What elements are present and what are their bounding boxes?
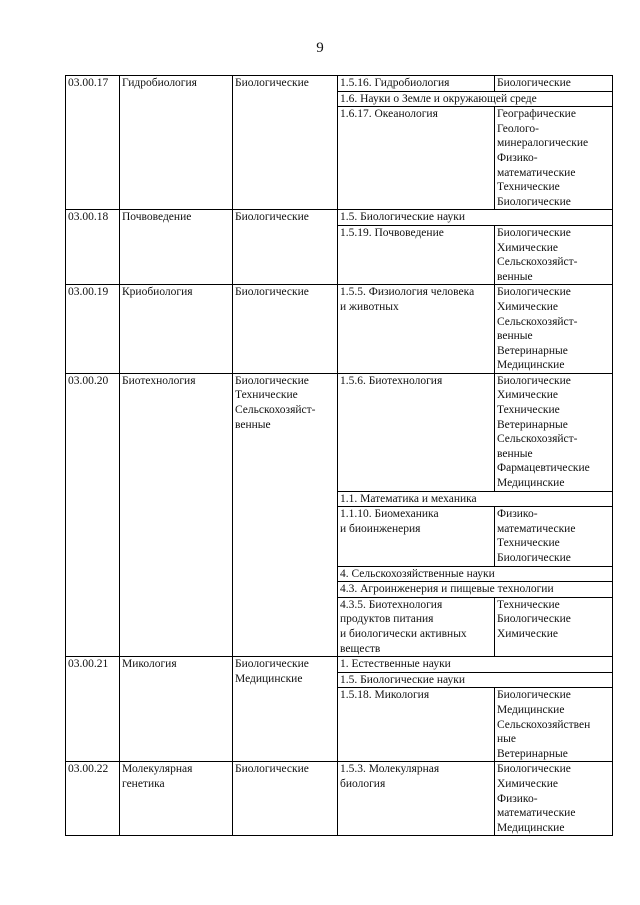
section-header-cell: 1. Естественные науки: [338, 657, 613, 673]
new-science-branches-cell-line: Физико-: [497, 792, 538, 805]
new-specialty-cell-line: продуктов питания: [340, 613, 434, 626]
new-specialty-cell-line: веществ: [340, 642, 381, 655]
table-row: [66, 210, 613, 226]
new-science-branches-cell-line: математические: [497, 166, 576, 179]
section-header-cell: 1.5. Биологические науки: [338, 672, 613, 688]
section-header-cell: 1.6. Науки о Земле и окружающей среде: [338, 91, 613, 107]
new-specialty-cell-line: 1.5.5. Физиология человека: [340, 286, 475, 299]
new-science-branches-cell-line: Химические: [497, 627, 559, 640]
new-science-branches-cell-line: Сельскохозяйст-: [497, 256, 578, 269]
old-specialty-name-cell: Почвоведение: [120, 210, 233, 285]
new-science-branches-cell-line: Биологические: [497, 374, 571, 387]
new-science-branches-cell-line: Географические: [497, 108, 576, 121]
new-science-branches-cell-line: минералогические: [497, 137, 589, 150]
new-science-branches-cell-line: Фармацевтические: [497, 462, 590, 475]
new-specialty-cell: [338, 762, 495, 836]
old-science-branches-cell-line: Биологические: [235, 658, 309, 671]
new-science-branches-cell-line: Медицинские: [497, 359, 565, 372]
section-header-cell: 4.3. Агроинженерия и пищевые технологии: [338, 582, 613, 598]
new-science-branches-cell-line: Химические: [497, 241, 559, 254]
old-science-branches-cell-line: Биологические: [235, 77, 309, 89]
new-specialty-cell-line: 1.5.16. Гидробиология: [340, 77, 450, 89]
new-science-branches-cell-line: Сельскохозяйствен: [497, 718, 591, 731]
old-science-branches-cell-line: Сельскохозяйст-: [235, 404, 316, 417]
new-science-branches-cell: [495, 597, 613, 656]
new-science-branches-cell-line: Медицинские: [497, 703, 565, 716]
new-science-branches-cell-line: Биологические: [497, 286, 571, 299]
new-science-branches-cell-line: Биологические: [497, 552, 571, 564]
old-science-branches-cell: [233, 76, 338, 210]
new-science-branches-cell-line: Биологические: [497, 226, 571, 239]
new-science-branches-cell: [495, 76, 613, 92]
old-science-branches-cell-line: венные: [235, 418, 271, 431]
table-row: [66, 76, 613, 92]
specialties-table-body: [66, 76, 613, 836]
new-specialty-cell: [338, 76, 495, 92]
new-science-branches-cell-line: Физико-: [497, 508, 538, 521]
new-specialty-cell-line: и биологически активных: [340, 627, 467, 640]
new-science-branches-cell: [495, 688, 613, 762]
old-code-cell: 03.00.20: [66, 373, 120, 656]
old-science-branches-cell: [233, 762, 338, 836]
old-specialty-name-cell: Биотехнология: [120, 373, 233, 656]
old-science-branches-cell-line: Биологические: [235, 374, 309, 387]
new-science-branches-cell-line: математические: [497, 807, 576, 820]
new-science-branches-cell-line: венные: [497, 330, 533, 343]
section-header-cell: 4. Сельскохозяйственные науки: [338, 566, 613, 582]
new-science-branches-cell-line: Химические: [497, 389, 559, 402]
new-science-branches-cell: [495, 285, 613, 374]
new-science-branches-cell-line: Химические: [497, 300, 559, 313]
new-science-branches-cell-line: Технические: [497, 404, 560, 417]
new-science-branches-cell: [495, 107, 613, 210]
new-science-branches-cell-line: венные: [497, 270, 533, 283]
new-specialty-cell-line: биология: [340, 777, 386, 790]
old-code-cell: 03.00.22: [66, 762, 120, 836]
new-science-branches-cell-line: Технические: [497, 181, 560, 194]
new-science-branches-cell-line: Медицинские: [497, 821, 565, 834]
new-science-branches-cell: [495, 507, 613, 566]
section-header-cell: 1.5. Биологические науки: [338, 210, 613, 226]
old-code-cell: 03.00.21: [66, 657, 120, 762]
old-science-branches-cell-line: Биологические: [235, 763, 309, 776]
new-specialty-cell: [338, 285, 495, 374]
table-row: [66, 285, 613, 374]
table-row: [66, 657, 613, 673]
specialties-table: [65, 75, 613, 836]
old-science-branches-cell-line: Биологические: [235, 286, 309, 299]
new-science-branches-cell-line: Биологические: [497, 689, 571, 702]
new-specialty-cell: [338, 107, 495, 210]
new-specialty-cell-line: и биоинженерия: [340, 522, 421, 535]
new-science-branches-cell-line: ные: [497, 733, 516, 746]
old-science-branches-cell: [233, 657, 338, 762]
new-science-branches-cell-line: Ветеринарные: [497, 344, 568, 357]
new-science-branches-cell-line: Биологические: [497, 195, 571, 208]
old-code-cell: 03.00.19: [66, 285, 120, 374]
new-specialty-cell: [338, 225, 495, 284]
new-science-branches-cell-line: Технические: [497, 598, 560, 611]
old-science-branches-cell: [233, 210, 338, 285]
table-row: [66, 762, 613, 836]
new-science-branches-cell-line: Ветеринарные: [497, 747, 568, 760]
new-science-branches-cell-line: Сельскохозяйст-: [497, 315, 578, 328]
new-science-branches-cell-line: Биологические: [497, 613, 571, 626]
new-specialty-cell-line: 1.5.6. Биотехнология: [340, 374, 443, 387]
new-science-branches-cell-line: венные: [497, 447, 533, 460]
new-science-branches-cell-line: Биологические: [497, 77, 571, 89]
new-science-branches-cell-line: Медицинские: [497, 477, 565, 490]
new-specialty-cell: [338, 373, 495, 491]
old-code-cell: 03.00.18: [66, 210, 120, 285]
new-specialty-cell: [338, 688, 495, 762]
old-science-branches-cell-line: Технические: [235, 389, 298, 402]
old-code-cell: 03.00.17: [66, 76, 120, 210]
new-science-branches-cell: [495, 373, 613, 491]
new-science-branches-cell-line: математические: [497, 522, 576, 535]
old-specialty-name-cell: Криобиология: [120, 285, 233, 374]
section-header-cell: 1.1. Математика и механика: [338, 491, 613, 507]
old-specialty-name-cell: Микология: [120, 657, 233, 762]
old-science-branches-cell: [233, 373, 338, 656]
table-row: [66, 373, 613, 491]
new-science-branches-cell-line: Биологические: [497, 763, 571, 776]
old-specialty-name-cell: Молекулярная генетика: [120, 762, 233, 836]
new-science-branches-cell-line: Технические: [497, 537, 560, 550]
new-specialty-cell-line: 4.3.5. Биотехнология: [340, 598, 443, 611]
new-specialty-cell: [338, 507, 495, 566]
new-science-branches-cell: [495, 225, 613, 284]
page-number: 9: [316, 40, 324, 56]
new-science-branches-cell-line: Сельскохозяйст-: [497, 433, 578, 446]
new-specialty-cell-line: 1.5.3. Молекулярная: [340, 763, 440, 776]
new-specialty-cell-line: 1.6.17. Океанология: [340, 108, 438, 121]
old-science-branches-cell-line: Биологические: [235, 211, 309, 224]
new-specialty-cell-line: и животных: [340, 300, 399, 313]
old-science-branches-cell: [233, 285, 338, 374]
new-specialty-cell: [338, 597, 495, 656]
new-specialty-cell-line: 1.1.10. Биомеханика: [340, 508, 439, 521]
new-science-branches-cell-line: Физико-: [497, 151, 538, 164]
new-science-branches-cell-line: Геолого-: [497, 122, 539, 135]
new-science-branches-cell: [495, 762, 613, 836]
old-specialty-name-cell: Гидробиология: [120, 76, 233, 210]
old-science-branches-cell-line: Медицинские: [235, 672, 303, 685]
new-science-branches-cell-line: Ветеринарные: [497, 418, 568, 431]
new-specialty-cell-line: 1.5.19. Почвоведение: [340, 226, 444, 239]
new-science-branches-cell-line: Химические: [497, 777, 559, 790]
new-specialty-cell-line: 1.5.18. Микология: [340, 689, 430, 702]
